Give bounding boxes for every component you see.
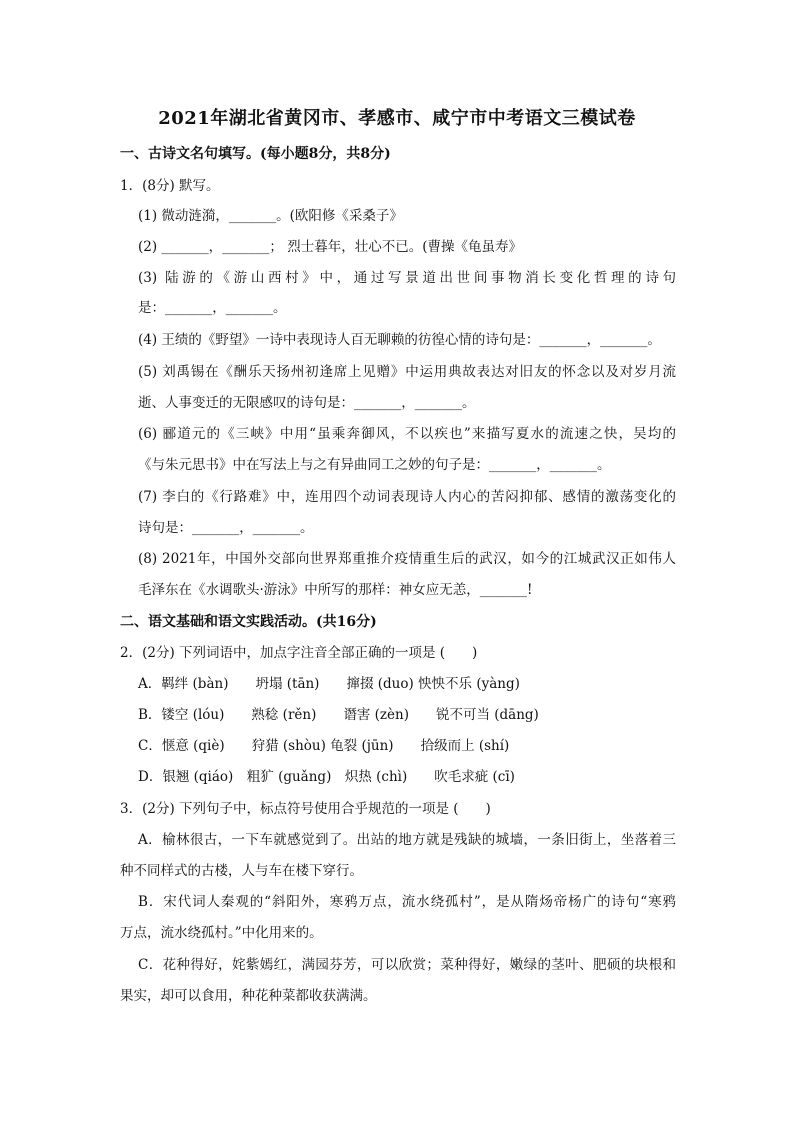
q1-item-1: (1) 微动涟漪，_______。(欧阳修《采桑子》: [138, 208, 403, 224]
page-title: 2021年湖北省黄冈市、孝感市、咸宁市中考语文三模试卷: [158, 108, 636, 129]
q1-item-6-line-2: 《与朱元思书》中在写法上与之有异曲同工之妙的句子是：_______，_______。: [138, 457, 611, 473]
q1-item-5-line-2: 逝、人事变迁的无限感叹的诗句是：_______，_______。: [138, 395, 476, 411]
q3-option-a-line-1: A．榆林很古，一下车就感觉到了。出站的地方就是残缺的城墙，一条旧街上，坐落着三: [138, 832, 676, 848]
q1-item-3-line-2: 是：_______，_______。: [138, 300, 287, 316]
q1-item-8-line-2: 毛泽东在《水调歌头·游泳》中所写的那样：神女应无恙，_______!: [138, 582, 533, 598]
q1-item-4: (4) 王绩的《野望》一诗中表现诗人百无聊赖的彷徨心情的诗句是：_______，_______。: [138, 332, 661, 348]
section-heading-1: 一、古诗文名句填写。(每小题8分，共8分): [120, 146, 391, 162]
q2-option-b: B．镂空 (lóu) 熟稔 (rěn) 谮害 (zèn) 锐不可当 (dāng): [138, 707, 539, 723]
q1-item-5-line-1: (5) 刘禹锡在《酬乐天扬州初逢席上见赠》中运用典故表达对旧友的怀念以及对岁月流: [138, 364, 676, 380]
q3-option-a-line-2: 种不同样式的古楼，人与车在楼下穿行。: [120, 863, 363, 879]
q1-item-8-line-1: (8) 2021年，中国外交部向世界郑重推介疫情重生后的武汉，如今的江城武汉正如伟人: [138, 551, 676, 567]
q2-option-a: A．羁绊 (bàn) 坍塌 (tān) 撺掇 (duo) 怏怏不乐 (yàng): [138, 676, 520, 692]
q3-option-c-line-1: C．花种得好，姹紫嫣红，满园芬芳，可以欣赏；菜种得好，嫩绿的茎叶、肥硕的块根和: [138, 957, 676, 973]
q1-item-7-line-1: (7) 李白的《行路难》中，连用四个动词表现诗人内心的苦闷抑郁、感情的激荡变化的: [138, 489, 676, 505]
q1-item-7-line-2: 诗句是：_______，_______。: [138, 520, 314, 536]
q1-item-2: (2) _______，_______； 烈士暮年，壮心不已。(曹操《龟虽寿》: [138, 239, 522, 255]
q1-item-6-line-1: (6) 郦道元的《三峡》中用“虽乘奔御风，不以疾也”来描写夏水的流速之快，吴均的: [138, 426, 676, 442]
q3-option-b-line-2: 万点，流水绕孤村。”中化用来的。: [120, 925, 323, 941]
q2-option-d: D．银翘 (qiáo) 粗犷 (guǎng) 炽热 (chì) 吹毛求疵 (cī): [138, 769, 515, 785]
q3-option-c-line-2: 果实，却可以食用，种花种菜都收获满满。: [120, 988, 377, 1004]
q1-item-3-line-1: (3) 陆游的《游山西村》中，通过写景道出世间事物消长变化哲理的诗句: [138, 270, 676, 286]
question-2-stem: 2．(2分) 下列词语中，加点字注音全部正确的一项是 ( ): [120, 645, 478, 661]
q2-option-c: C．惬意 (qiè) 狩猎 (shòu) 龟裂 (jūn) 拾级而上 (shí): [138, 738, 510, 754]
question-3-stem: 3．(2分) 下列句子中，标点符号使用合乎规范的一项是 ( ): [120, 801, 491, 817]
question-1-stem: 1．(8分) 默写。: [120, 178, 220, 194]
section-heading-2: 二、语文基础和语文实践活动。(共16分): [120, 614, 377, 630]
q3-option-b-line-1: B．宋代词人秦观的“斜阳外，寒鸦万点，流水绕孤村”，是从隋炀帝杨广的诗句“寒鸦: [138, 894, 676, 910]
